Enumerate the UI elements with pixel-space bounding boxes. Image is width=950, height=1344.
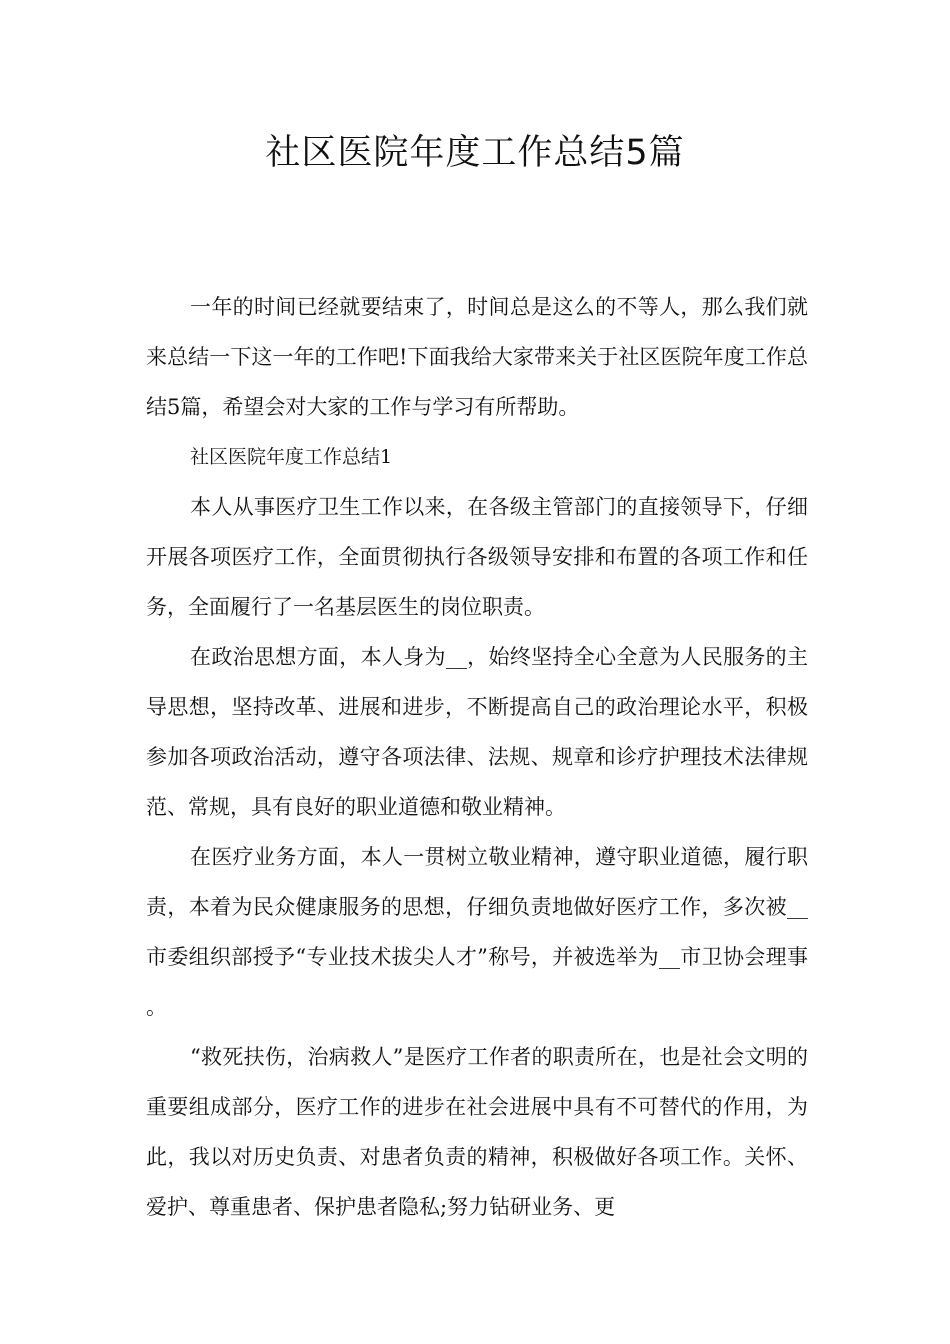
body-paragraph: 在政治思想方面，本人身为__，始终坚持全心全意为人民服务的主导思想，坚持改革、进展和进步，不断提高自己的政治理论水平，积极参加各项政治活动，遵守各项法律、法规、规章和诊疗护理技术法律规范、常规，具有良好的职业道德和敬业精神。: [146, 645, 808, 819]
document-body: [146, 282, 808, 1232]
body-paragraph: 本人从事医疗卫生工作以来，在各级主管部门的直接领导下，仔细开展各项医疗工作，全面贯彻执行各级领导安排和布置的各项工作和任务，全面履行了一名基层医生的岗位职责。: [146, 495, 808, 619]
intro-paragraph: 一年的时间已经就要结束了，时间总是这么的不等人，那么我们就来总结一下这一年的工作吧!下面我给大家带来关于社区医院年度工作总结5篇，希望会对大家的工作与学习有所帮助。: [146, 295, 808, 419]
section-heading-1: 社区医院年度工作总结1: [190, 446, 393, 468]
body-paragraph: 在医疗业务方面，本人一贯树立敬业精神，遵守职业道德，履行职责，本着为民众健康服务的思想，仔细负责地做好医疗工作，多次被__市委组织部授予“专业技术拔尖人才”称号，并被选举为__市卫协会理事。: [146, 845, 808, 1019]
body-paragraph: “救死扶伤，治病救人”是医疗工作者的职责所在，也是社会文明的重要组成部分，医疗工作的进步在社会进展中具有不可替代的作用，为此，我以对历史负责、对患者负责的精神，积极做好各项工作。关怀、爱护、尊重患者、保护患者隐私;努力钻研业务、更: [146, 1045, 808, 1219]
document-title: 社区医院年度工作总结5篇: [265, 133, 685, 173]
